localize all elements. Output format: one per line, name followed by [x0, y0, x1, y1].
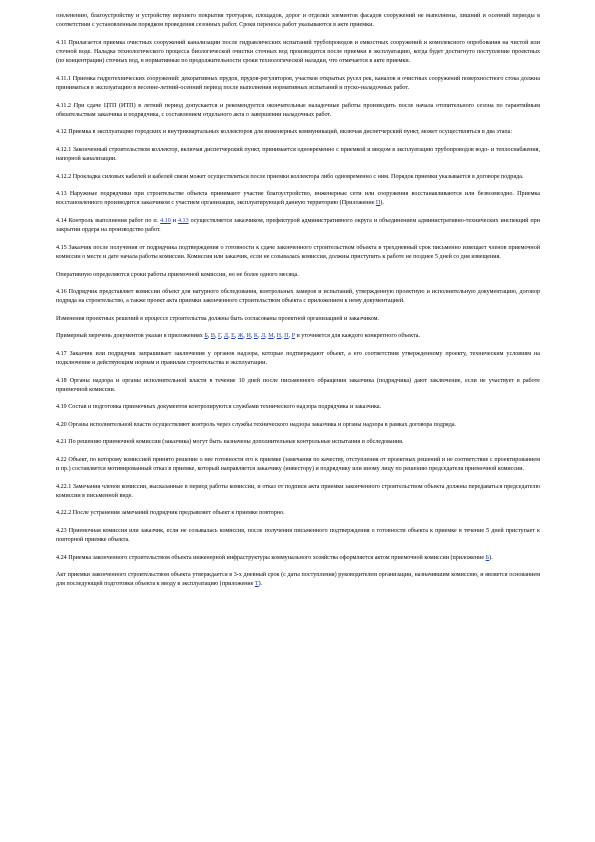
paragraph-text: 4.16 Подрядчик представляет комиссии объект для натурного обследования, контрольных замеров и испытаний, утвержденную проектную и исполнительную документацию, договор подряда на строительство, а также проект акта приемки законченного строительством объекта с приложением к нему документацией.: [56, 289, 540, 305]
paragraph: [56, 315, 540, 324]
paragraph-text: ).: [489, 554, 493, 561]
paragraph: [56, 12, 540, 31]
paragraph: [56, 102, 540, 121]
appendix-link[interactable]: К: [253, 333, 258, 340]
appendix-link[interactable]: Б: [485, 554, 490, 561]
appendix-link[interactable]: Б: [204, 333, 208, 340]
appendix-link[interactable]: Т: [254, 581, 259, 588]
paragraph: [56, 571, 540, 590]
paragraph-text: 4.23 Приемочная комиссия или заказчик, если не созывалась комиссия, после получения письменного подтверждения о готовности объекта к приемке в течение 5 дней приступает к повторной приемке объекта.: [56, 527, 540, 544]
paragraph: [56, 288, 540, 307]
paragraph-text: ,: [207, 333, 211, 340]
paragraph-text: Изменения проектных решений в процессе строительства должны быть согласованы проектной организацией и заказчиком.: [56, 315, 380, 322]
paragraph: [56, 75, 540, 94]
appendix-link[interactable]: Д: [223, 333, 229, 340]
document-page: [56, 12, 540, 598]
paragraph-text: озеленению, благоустройству и устройству верхнего покрытия тротуаров, площадок, дорог и отделки элементов фасадов сооружений не выполнены, лишний и осенний периоды в соответствии с установленным порядком проведения сезонных работ. Сроки переноса работ указываются в акте приемки.: [56, 13, 540, 29]
paragraph-text: 4.11 Прилагается приемка очистных сооружений канализации после гидравлических испытаний трубопроводов и емкостных сооружений и комплексного опробования на чистой или сточной воде. Наладка технологического процесса биологической очистки сточных вод производится после приемки в эксплуатацию, когда будет достигнуто поступление проектных (по концентрации) сточных вод, в нормативные по продолжительности сроки технологической наладки, что отмечается в акте приемки.: [56, 39, 540, 65]
paragraph-text: ,: [220, 333, 224, 340]
paragraph-text: 4.12.1 Законченный строительством коллектор, включая диспетчерский пункт, принимается одновременно с приемкой и вводом в эксплуатацию трубопроводов водо- и теплоснабжения, напорной канализации.: [56, 146, 540, 163]
paragraph-text: 4.17 Заказчик или подрядчик запрашивает заключения у органов надзора, которые подтверждают объект, а его соответствия утвержденному проекту, техническим условиям на подключение и действующим нормам и правилам строительства и эксплуатации.: [56, 350, 540, 367]
paragraph-text: 4.22.1 Замечания членов комиссии, высказанные в период работы комиссии, и отказ от подписи акта приемки законченного строительством объекта должны передаваться председателю комиссии в письменной виде.: [56, 483, 540, 499]
paragraph: [56, 271, 540, 280]
paragraph-text: осуществляется заказчиком, префектурой административного округа и объединением административно-технических инспекций при закрытии ордера на производство работ.: [56, 217, 540, 234]
appendix-link[interactable]: Г: [218, 333, 221, 340]
paragraph: [56, 527, 540, 546]
paragraph-text: ,: [257, 333, 262, 340]
paragraph: [56, 403, 540, 412]
paragraph-text: 4.19 Состав и подготовка приемочных документов контролируются службами технического надзора подрядчика и заказчика.: [56, 404, 382, 411]
appendix-link[interactable]: Л: [261, 333, 266, 340]
paragraph-text: ,: [281, 333, 285, 340]
paragraph-text: 4.12.2 Прокладка силовых кабелей и кабелей связи может осуществляться после приемки коллектора либо одновременно с ним. Порядок приемки указывается в договоре подряда.: [56, 173, 524, 180]
appendix-link[interactable]: В: [210, 333, 215, 340]
paragraph-text: и: [170, 217, 178, 224]
paragraph-text: Акт приемки законченного строительством объекта утверждается в 3-х дневный срок (с даты поступления) руководителем организации, назначившим комиссию, и является основанием для последующей подготовки объекта к вводу в эксплуатацию (приложение: [56, 572, 540, 588]
paragraph-text: 4.11.1 Приемка гидротехнических сооружений: декоративных прудов, прудов-регуляторов, участков открытых русел рек, каналов и очистных сооружений поверхностного стока должна приниматься в эксплуатацию в весенне-летний-осенний период после выполнения нормативных испытаний и пуско-наладочных работ.: [56, 75, 540, 92]
paragraph-text: Примерный перечень документов указан в приложениях: [56, 333, 205, 340]
paragraph-text: 4.22 Объект, по которому комиссией принято решение о нее готовности его к приемке (замечания по качеству, отступления от проектных решений и не соответствие с проектированием и пр.) составляется мотивированный отказ в приемке, который направляется заказчику (инвестору) и подрядчику или иному лицу по решению председателя приемочной комиссии.: [56, 456, 540, 473]
paragraph-text: ,: [288, 333, 292, 340]
appendix-link[interactable]: Ж: [237, 333, 244, 340]
paragraph-text: 4.15 Заказчик после получения от подрядчика подтверждения о готовности к сдаче законченного строительством объекта в трехдневный срок письменно извещает членов приемочной комиссии о месте и дате начала работы комиссии. Комиссия или заказчик, если не созывалась комиссия, должны приступить к работе не позднее 5 дней со дня извещения.: [56, 244, 540, 261]
appendix-link[interactable]: 4.13: [177, 217, 189, 224]
appendix-link[interactable]: Р: [291, 333, 295, 340]
appendix-link[interactable]: М: [268, 333, 274, 340]
appendix-link[interactable]: Н: [276, 333, 282, 340]
paragraph-text: 4.12 Приемка в эксплуатацию городских и внутриквартальных коллекторов для инженерных коммуникаций, включая диспетчерский пункт, может осуществляться в два этапа:: [56, 129, 513, 136]
paragraph-text: и уточняется для каждого конкретного объекта.: [294, 333, 420, 340]
paragraph: [56, 509, 540, 518]
paragraph-text: ).: [258, 581, 263, 588]
paragraph-text: ,: [265, 333, 269, 340]
appendix-link[interactable]: П: [375, 200, 381, 207]
paragraph: [56, 190, 540, 209]
paragraph: [56, 377, 540, 396]
paragraph: [56, 483, 540, 502]
paragraph-text: ,: [228, 333, 232, 340]
paragraph-text: ).: [380, 200, 384, 207]
paragraph-text: 4.14 Контроль выполнения работ по п.: [56, 217, 161, 224]
paragraph: [56, 128, 540, 137]
paragraph-text: ,: [214, 333, 219, 340]
appendix-link[interactable]: П: [284, 333, 289, 340]
paragraph: [56, 146, 540, 165]
paragraph-text: 4.11.2 При сдаче ЦТП (ИТП) в летний период допускается и рекомендуется окончательные наладочные работы производить после начала отопительного сезона по гарантийным обязательствам заказчика и подрядчика, с составлением отдельного акта о завершении наладочных работ.: [56, 102, 540, 118]
appendix-link[interactable]: Е: [231, 333, 235, 340]
paragraph: [56, 350, 540, 369]
paragraph-text: ,: [273, 333, 277, 340]
paragraph-text: 4.24 Приемка законченного строительством объекта инженерной инфраструктуры коммунального хозяйства оформляется актом приемочной комиссии (приложение: [56, 554, 486, 561]
paragraph: [56, 421, 540, 430]
paragraph: [56, 173, 540, 182]
paragraph: [56, 39, 540, 67]
paragraph: [56, 244, 540, 263]
paragraph: [56, 332, 540, 341]
appendix-link[interactable]: 4.10: [160, 217, 171, 224]
paragraph-text: 4.13 Наружные подрядчики при строительстве объекта принимают участие благоустройство, инженерные сети или сооружения восстанавливаются или безвозмездно. Приемка восстановленного производится заказчиком с участием организации, эксплуатирующей данную территорию (Приложение: [56, 191, 540, 207]
paragraph: [56, 456, 540, 475]
appendix-link[interactable]: И: [246, 333, 251, 340]
paragraph: [56, 217, 540, 236]
paragraph-text: 4.22.2 После устранения замечаний подрядчик предъявляет объект к приемке повторно.: [56, 510, 285, 517]
paragraph-text: ,: [250, 333, 254, 340]
paragraph-text: ,: [234, 333, 238, 340]
paragraph-text: ,: [243, 333, 247, 340]
paragraph: [56, 438, 540, 447]
paragraph-text: 4.18 Органы надзора и органы исполнительной власти в течение 10 дней после письменного обращения заказчика (подрядчика) дают заключение, если не участвует в работе приемочной комиссии.: [56, 377, 540, 393]
paragraph: [56, 554, 540, 563]
paragraph-text: 4.21 По решению приемочной комиссии (заказчика) могут быть назначены дополнительные контрольные испытания и обследования.: [56, 439, 404, 446]
paragraph-text: 4.20 Органы исполнительной власти осуществляют контроль через службы технического надзора заказчика и органы надзора в рамках договора подряда.: [56, 421, 457, 428]
paragraph-text: Оперативную определяются сроки работы приемочной комиссии, но не более одного месяца.: [56, 271, 299, 278]
